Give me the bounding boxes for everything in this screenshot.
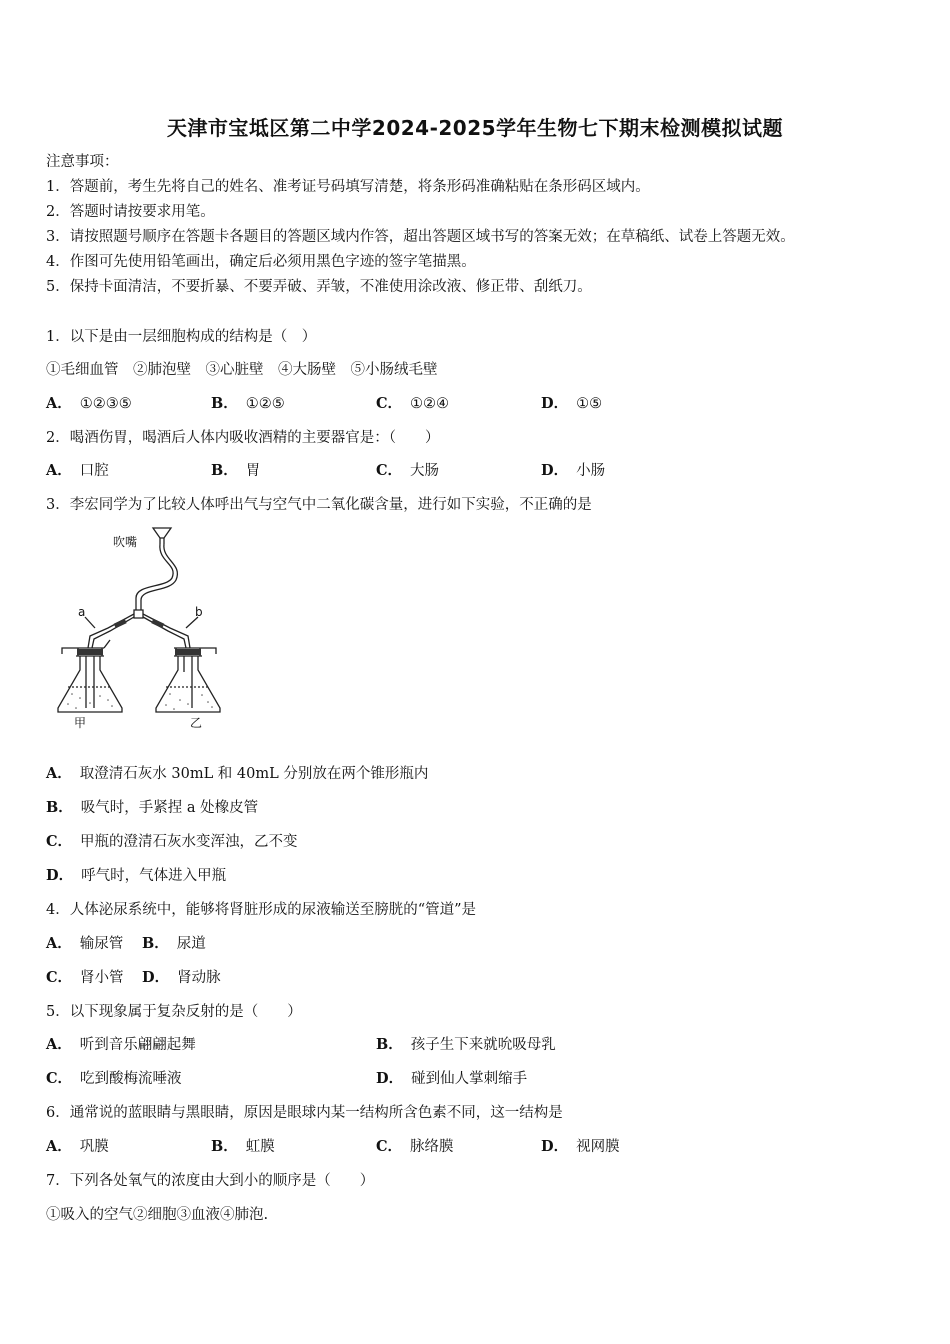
question-2-stem: 2．喝酒伤胃，喝酒后人体内吸收酒精的主要器官是：（ ） bbox=[46, 430, 440, 446]
figure-label-flask-right: 乙 bbox=[190, 716, 203, 730]
question-7-items: ①吸入的空气②细胞③血液④肺泡. bbox=[46, 1207, 269, 1223]
question-5-option-a: A． 听到音乐翩翩起舞 bbox=[46, 1036, 196, 1053]
question-6-option-a: A． 巩膜 bbox=[46, 1138, 109, 1155]
question-1-option-a: A． ①②③⑤ bbox=[46, 395, 132, 412]
question-2-option-a: A． 口腔 bbox=[46, 462, 109, 479]
question-4-option-b: B． 尿道 bbox=[142, 935, 206, 952]
notice-item: 1．答题前，考生先将自己的姓名、准考证号码填写清楚，将条形码准确粘贴在条形码区域内。 bbox=[46, 179, 650, 195]
page-title: 天津市宝坻区第二中学2024-2025学年生物七下期末检测模拟试题 bbox=[166, 116, 784, 140]
question-2-option-d: D． 小肠 bbox=[541, 462, 606, 479]
notice-item: 4．作图可先使用铅笔画出，确定后必须用黑色字迹的签字笔描黑。 bbox=[46, 254, 476, 270]
notice-item: 3．请按照题号顺序在答题卡各题目的答题区域内作答，超出答题区域书写的答案无效；在草稿纸、试卷上答题无效。 bbox=[46, 229, 795, 245]
question-4-option-d: D． 肾动脉 bbox=[142, 969, 221, 986]
notice-heading: 注意事项： bbox=[46, 154, 119, 170]
question-7-stem: 7．下列各处氧气的浓度由大到小的顺序是（ ） bbox=[46, 1173, 375, 1189]
figure-label-flask-left: 甲 bbox=[74, 716, 87, 730]
notice-item: 2．答题时请按要求用笔。 bbox=[46, 204, 215, 220]
question-1-option-d: D． ①⑤ bbox=[541, 395, 603, 412]
question-3-stem: 3．李宏同学为了比较人体呼出气与空气中二氧化碳含量，进行如下实验，不正确的是 bbox=[46, 497, 592, 513]
question-4-option-a: A． 输尿管 bbox=[46, 935, 124, 952]
question-6-option-d: D． 视网膜 bbox=[541, 1138, 620, 1155]
question-5-option-c: C． 吃到酸梅流唾液 bbox=[46, 1070, 182, 1087]
question-1-option-b: B． ①②⑤ bbox=[211, 395, 285, 412]
question-6-option-b: B． 虹膜 bbox=[211, 1138, 275, 1155]
question-2-option-c: C． 大肠 bbox=[376, 462, 440, 479]
question-5-option-d: D． 碰到仙人掌刺缩手 bbox=[376, 1070, 528, 1087]
question-3-option-c: C． 甲瓶的澄清石灰水变浑浊，乙不变 bbox=[46, 833, 298, 850]
question-6-option-c: C． 脉络膜 bbox=[376, 1138, 454, 1155]
question-4-option-c: C． 肾小管 bbox=[46, 969, 124, 986]
figure-label-a: a bbox=[78, 605, 86, 619]
question-5-option-b: B． 孩子生下来就吮吸母乳 bbox=[376, 1036, 556, 1053]
question-4-stem: 4．人体泌尿系统中，能够将肾脏形成的尿液输送至膀胱的“管道”是 bbox=[46, 902, 477, 918]
figure-label-mouthpiece: 吹嘴 bbox=[113, 535, 138, 549]
figure-label-b: b bbox=[195, 605, 203, 619]
question-3-option-a: A． 取澄清石灰水 30mL 和 40mL 分别放在两个锥形瓶内 bbox=[46, 765, 429, 782]
experiment-figure bbox=[50, 522, 235, 732]
notice-item: 5．保持卡面清洁，不要折暴、不要弄破、弄皱，不准使用涂改液、修正带、刮纸刀。 bbox=[46, 279, 592, 295]
question-1-stem: 1．以下是由一层细胞构成的结构是（ ） bbox=[46, 329, 317, 345]
question-3-option-b: B． 吸气时，手紧捏 a 处橡皮管 bbox=[46, 799, 259, 816]
question-2-option-b: B． 胃 bbox=[211, 462, 261, 479]
question-3-option-d: D． 呼气时，气体进入甲瓶 bbox=[46, 867, 227, 884]
question-1-items: ①毛细血管 ②肺泡壁 ③心脏壁 ④大肠壁 ⑤小肠绒毛壁 bbox=[46, 362, 438, 378]
question-1-option-c: C． ①②④ bbox=[376, 395, 450, 412]
question-5-stem: 5．以下现象属于复杂反射的是（ ） bbox=[46, 1004, 302, 1020]
question-6-stem: 6．通常说的蓝眼睛与黑眼睛，原因是眼球内某一结构所含色素不同，这一结构是 bbox=[46, 1105, 563, 1121]
